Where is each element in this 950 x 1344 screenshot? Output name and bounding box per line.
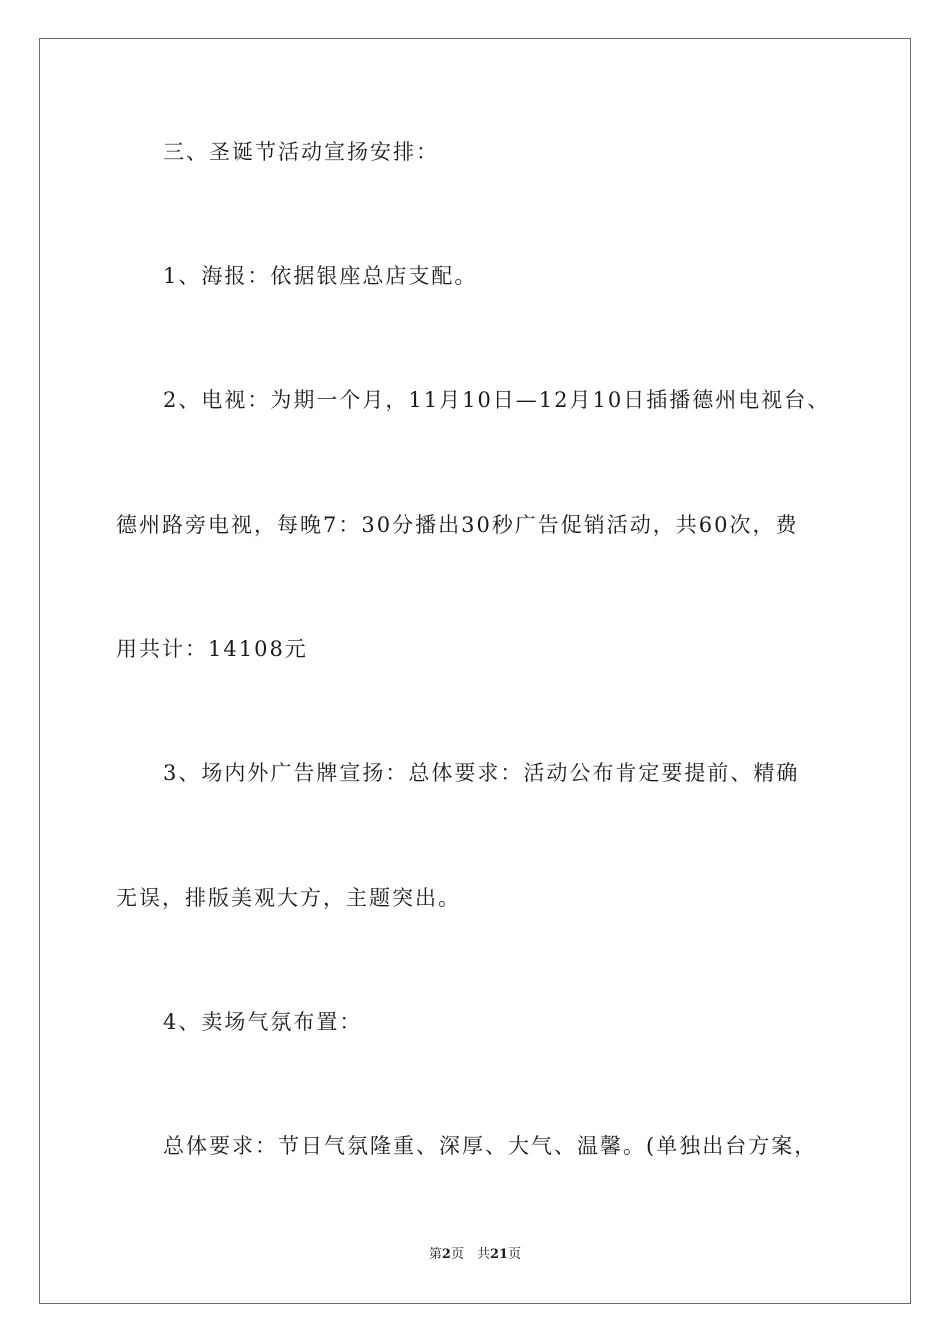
footer-total-pages: 21 — [489, 1247, 509, 1262]
footer-current-page: 2 — [441, 1247, 451, 1262]
paragraph-line: 1、海报：依据银座总店支配。 — [163, 264, 478, 288]
paragraph-line: 3、场内外广告牌宣扬：总体要求：活动公布肯定要提前、精确 — [163, 761, 800, 785]
paragraph-line: 无误，排版美观大方，主题突出。 — [116, 886, 461, 910]
paragraph-line: 2、电视：为期一个月，11月10日—12月10日插播德州电视台、 — [163, 388, 831, 412]
paragraph-line: 总体要求：节日气氛隆重、深厚、大气、温馨。(单独出台方案， — [163, 1134, 818, 1158]
paragraph-line: 4、卖场气氛布置： — [163, 1010, 363, 1034]
page-border — [39, 38, 911, 1304]
page-number-footer — [0, 1246, 950, 1264]
paragraph-line: 德州路旁电视，每晚7：30分播出30秒广告促销活动，共60次，费 — [116, 513, 799, 537]
footer-suffix: 页 — [508, 1247, 522, 1262]
paragraph-line: 用共计：14108元 — [116, 637, 308, 661]
footer-prefix: 第 — [428, 1247, 442, 1262]
footer-mid: 页 共 — [450, 1247, 490, 1262]
section-heading: 三、圣诞节活动宣扬安排： — [163, 140, 439, 164]
